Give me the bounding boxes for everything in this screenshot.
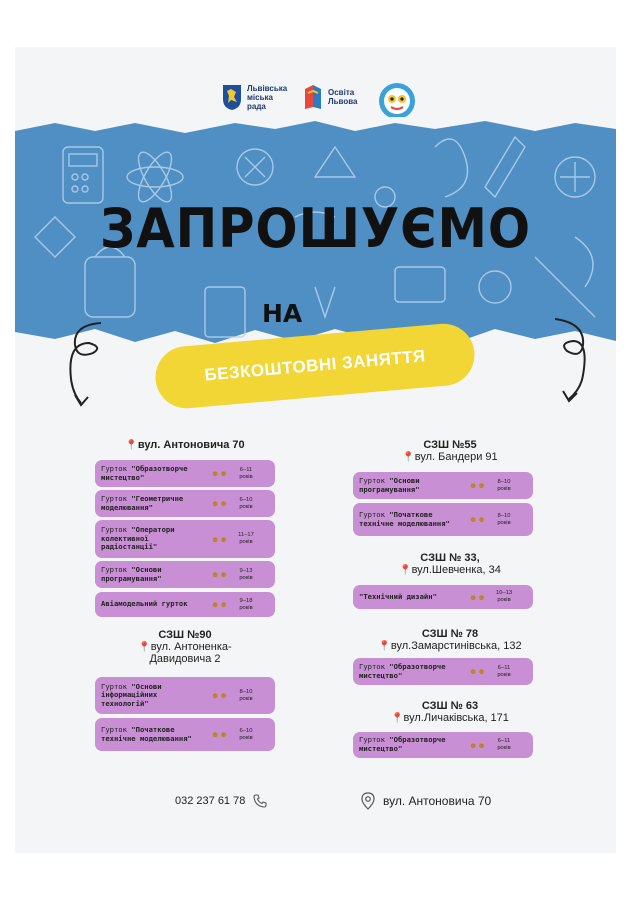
school-title: СЗШ №55 — [423, 439, 477, 451]
class-card[interactable] — [353, 732, 533, 758]
class-card[interactable] — [95, 520, 275, 558]
group-people-icon: ☻☻ — [469, 481, 486, 490]
class-name: Гурток "Початкове технічне моделювання" — [359, 509, 450, 528]
group-people-icon: ☻☻ — [211, 570, 228, 579]
class-name: Гурток "Образотворче мистецтво" — [359, 661, 446, 680]
group-people-icon: ☻☻ — [469, 515, 486, 524]
location-icon — [361, 792, 375, 810]
pill-text: БЕЗКОШТОВНІ ЗАНЯТТЯ — [203, 346, 427, 385]
class-age: 6–11 років — [497, 738, 511, 751]
footer-phone[interactable] — [175, 794, 267, 808]
curved-arrow-left-icon — [63, 319, 113, 409]
map-pin-icon: 📍 — [399, 565, 412, 576]
school-title: СЗШ № 78 — [421, 628, 479, 640]
class-name: Гурток "Початкове технічне моделювання" — [101, 724, 192, 743]
school55-header — [370, 439, 530, 463]
group-people-icon: ☻☻ — [211, 499, 228, 508]
map-pin-icon: 📍 — [378, 641, 391, 652]
city-logo-line1: Львівська — [247, 83, 288, 93]
phone-number: 032 237 61 78 — [175, 795, 246, 807]
school-address-line2: Давидовича 2 — [149, 653, 221, 665]
school-address: 📍вул.Замарстинівська, 132 — [378, 640, 522, 652]
curved-arrow-right-icon — [543, 315, 593, 405]
class-age: 8–10 років — [497, 512, 511, 526]
class-name: Гурток "Основи програмування" — [101, 564, 162, 583]
left-location-address: вул. Антоновича 70 — [137, 439, 245, 451]
owl-badge-icon — [377, 81, 417, 121]
class-card[interactable] — [95, 592, 275, 617]
left-location-header — [115, 439, 255, 451]
school-title: СЗШ № 63 — [421, 700, 479, 712]
footer-address[interactable] — [361, 792, 491, 810]
center-logo — [377, 81, 417, 121]
headline-na: НА — [262, 299, 303, 328]
school90-header — [105, 629, 265, 665]
school78-header — [360, 628, 540, 652]
class-name: Гурток "Основи програмування" — [359, 475, 420, 494]
class-age: 9–13 років — [239, 567, 253, 581]
class-age: 6–11 років — [239, 466, 253, 480]
group-people-icon: ☻☻ — [211, 469, 228, 478]
edu-logo-line1: Освіта — [328, 88, 355, 97]
school-title: СЗШ № 33, — [420, 552, 480, 564]
class-name: Авіамодельний гурток — [101, 599, 188, 609]
map-pin-icon: 📍 — [138, 642, 151, 653]
headline: ЗАПРОШУЄМО — [100, 197, 531, 260]
school-address: 📍вул.Шевченка, 34 — [399, 564, 501, 576]
school-address: 📍вул.Личаківська, 171 — [391, 712, 509, 724]
class-age: 11–17 років — [238, 532, 254, 545]
class-name: Гурток "Образотворче мистецтво" — [101, 463, 188, 482]
class-age: 6–10 років — [239, 496, 253, 510]
book-logo-icon — [302, 83, 324, 111]
map-pin-icon: 📍 — [391, 713, 404, 724]
map-pin-icon: 📍 — [125, 440, 138, 451]
class-card[interactable] — [353, 472, 533, 499]
city-logo-line2: міська — [247, 92, 273, 102]
group-people-icon: ☻☻ — [211, 534, 228, 544]
class-name: "Технічний дизайн" — [359, 591, 437, 601]
class-card[interactable] — [95, 718, 275, 751]
group-people-icon: ☻☻ — [469, 667, 486, 676]
map-pin-icon: 📍 — [402, 452, 415, 463]
class-card[interactable] — [353, 503, 533, 536]
group-people-icon: ☻☻ — [211, 730, 228, 739]
class-card[interactable] — [95, 561, 275, 588]
edu-logo-line2: Львова — [328, 97, 358, 106]
class-card[interactable] — [353, 585, 533, 609]
class-card[interactable] — [95, 490, 275, 517]
school33-header — [370, 552, 530, 576]
city-logo-line3: рада — [247, 101, 266, 111]
class-name: Гурток "Основи інформаційних технологій" — [101, 681, 162, 708]
group-people-icon: ☻☻ — [211, 691, 228, 700]
school63-header — [360, 700, 540, 724]
school-title: СЗШ №90 — [158, 629, 212, 641]
class-age: 8–10 років — [497, 478, 511, 492]
school-address: 📍вул. Бандери 91 — [402, 451, 498, 463]
class-age: 9–18 років — [239, 597, 253, 611]
class-name: Гурток "Геометричне моделювання" — [101, 493, 184, 512]
class-age: 6–11 років — [497, 664, 511, 678]
school-address: 📍вул. Антоненка- — [138, 641, 232, 653]
group-people-icon: ☻☻ — [469, 592, 486, 602]
class-age: 10–13 років — [495, 590, 513, 603]
class-age: 8–10 років — [239, 688, 253, 702]
class-name: Гурток "Оператори колективної радіостанції" — [101, 525, 175, 552]
poster — [15, 47, 616, 853]
city-council-logo — [221, 83, 287, 111]
left-location-address-row — [115, 439, 255, 451]
class-card[interactable] — [95, 677, 275, 714]
lion-crest-icon — [221, 83, 243, 111]
footer-address-text: вул. Антоновича 70 — [383, 794, 492, 808]
class-name: Гурток "Образотворче мистецтво" — [359, 735, 446, 753]
group-people-icon: ☻☻ — [469, 740, 486, 750]
class-card[interactable] — [95, 460, 275, 487]
logos-row — [15, 83, 616, 119]
phone-icon — [253, 794, 267, 808]
education-logo — [302, 83, 358, 111]
group-people-icon: ☻☻ — [211, 600, 228, 609]
class-card[interactable] — [353, 658, 533, 685]
class-age: 6–10 років — [239, 727, 253, 741]
